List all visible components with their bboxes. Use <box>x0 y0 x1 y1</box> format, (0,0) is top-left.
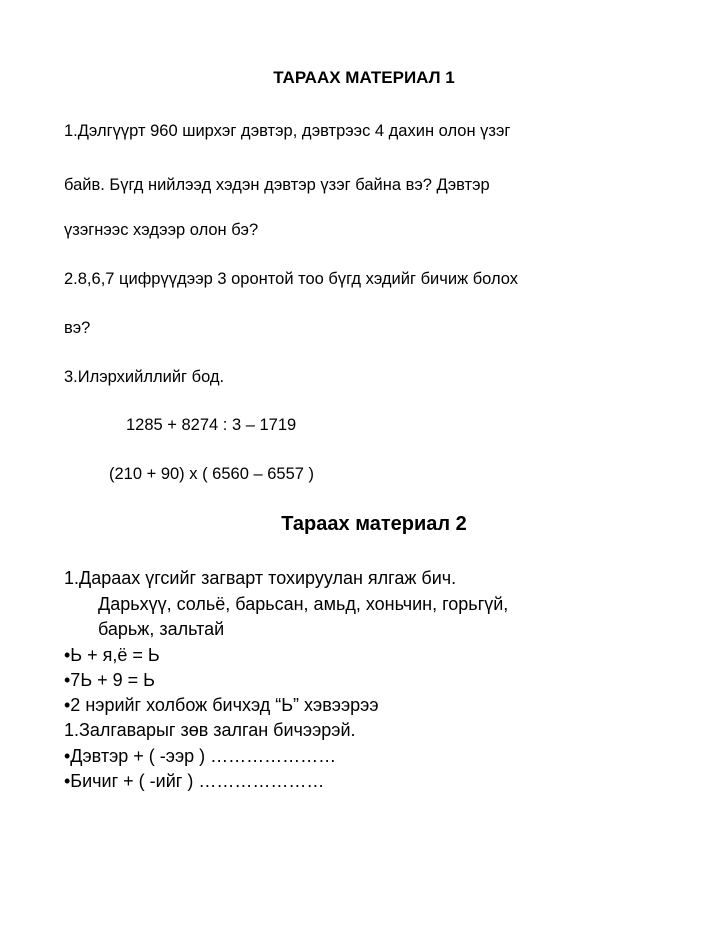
material-1-title: ТАРААХ МАТЕРИАЛ 1 <box>273 68 455 87</box>
task-2-heading: 1.Залгаварыг зөв залган бичээрэй. <box>64 720 356 740</box>
suffix-exercise-2: •Бичиг + ( -ийг ) ………………… <box>64 771 325 791</box>
suffix-exercise-1: •Дэвтэр + ( -ээр ) ………………… <box>64 746 337 766</box>
problem-2-line-2: вэ? <box>64 319 91 337</box>
task-1-heading: 1.Дараах үгсийг загварт тохируулан ялгаж бич. <box>64 568 457 588</box>
problem-1-line-2: байв. Бүгд нийлээд хэдэн дэвтэр үзэг байна вэ? Дэвтэр <box>64 176 490 194</box>
problem-3-line: 3.Илэрхийллийг бод. <box>64 368 225 386</box>
task-1-words-line-2: барьж, зальтай <box>98 619 225 639</box>
problem-2-line-1: 2.8,6,7 цифрүүдээр 3 оронтой тоо бүгд хэдийг бичиж болох <box>64 270 519 288</box>
bullet-rule-2: •7Ь + 9 = Ь <box>64 670 155 690</box>
bullet-rule-3: •2 нэрийг холбож бичхэд “Ь” хэвээрээ <box>64 695 379 715</box>
material-2-title: Тараах материал 2 <box>281 513 467 535</box>
problem-1-line-1: 1.Дэлгүүрт 960 ширхэг дэвтэр, дэвтрээс 4 дахин олон үзэг <box>64 122 511 140</box>
expression-1: 1285 + 8274 : 3 – 1719 <box>126 416 297 434</box>
task-1-words-line-1: Дарьхүү, сольё, барьсан, амьд, хоньчин, горьгүй, <box>98 594 509 614</box>
expression-2: (210 + 90) x ( 6560 – 6557 ) <box>109 465 315 483</box>
problem-1-line-3: үзэгнээс хэдээр олон бэ? <box>64 221 259 239</box>
bullet-rule-1: •Ь + я,ё = Ь <box>64 645 160 665</box>
